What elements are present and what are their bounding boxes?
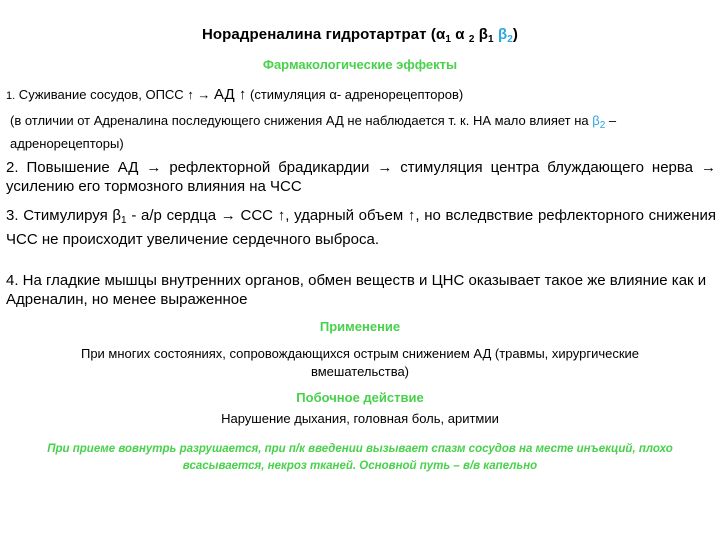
item1-text: Суживание сосудов, ОПСС [15, 87, 188, 102]
side-effects-heading: Побочное действие [296, 390, 424, 405]
side-effects-text: Нарушение дыхания, головная боль, аритмии [221, 411, 499, 426]
item3-sub: 1 [121, 215, 127, 226]
arrow-up-icon: ↑ [187, 87, 194, 102]
effect-item-1 [6, 86, 716, 105]
effect-item-3 [6, 206, 716, 249]
title-beta2: β [493, 26, 508, 43]
title-alpha1-sub: 1 [445, 34, 451, 45]
item1-text-b: (стимуляция α- адренорецепторов) [246, 87, 464, 102]
title-alpha2-sub: 2 [468, 34, 475, 45]
page-title [0, 26, 720, 45]
arrow-right-icon: → [193, 87, 215, 102]
title-text: Норадреналина гидротартрат ( [201, 26, 436, 43]
administration-note: При приеме вовнутрь разрушается, при п/к введении вызывает спазм сосудов на месте инъекций, плохо всасывается, некроз тканей. Основной путь – в/в капельно [47, 443, 673, 472]
item1-ad: АД ↑ [214, 86, 247, 103]
item1-note-text: (в отличии от Адреналина последующего снижения АД не наблюдается т. к. НА мало влияет на [10, 113, 593, 128]
pharm-effects-heading: Фармакологические эффекты [262, 57, 458, 72]
title-close: ) [512, 26, 519, 43]
item3-text-b: - а/р сердца → ССС ↑, ударный объем ↑, но вследвствие рефлекторного снижения ЧСС не происходит увеличение сердечного выброса. [6, 207, 716, 248]
effect-item-1-note [10, 112, 715, 153]
item3-text: 3. Стимулируя β [6, 207, 122, 224]
effect-item-4: 4. На гладкие мышцы внутренних органов, обмен веществ и ЦНС оказывает такое же влияние как и Адреналин, но менее выраженное [6, 272, 707, 308]
title-beta1: β [474, 26, 489, 43]
title-beta1-sub: 1 [488, 34, 494, 45]
usage-heading: Применение [319, 319, 401, 334]
effect-item-2: 2. Повышение АД → рефлекторной брадикардии → стимуляция центра блуждающего нерва → усилению его тормозного влияния на ЧСС [6, 159, 716, 195]
item1-note-text-b: – адренорецепторы) [10, 113, 617, 151]
item1-note-beta2: β [592, 113, 600, 128]
usage-text: При многих состояниях, сопровождающихся острым снижением АД (травмы, хирургические вмешательства) [80, 346, 640, 379]
title-alpha1: α [435, 26, 446, 43]
item1-note-beta2-sub: 2 [599, 120, 606, 131]
title-alpha2: α [450, 26, 469, 43]
item1-number: 1. [6, 90, 16, 102]
title-beta2-sub: 2 [507, 34, 513, 45]
